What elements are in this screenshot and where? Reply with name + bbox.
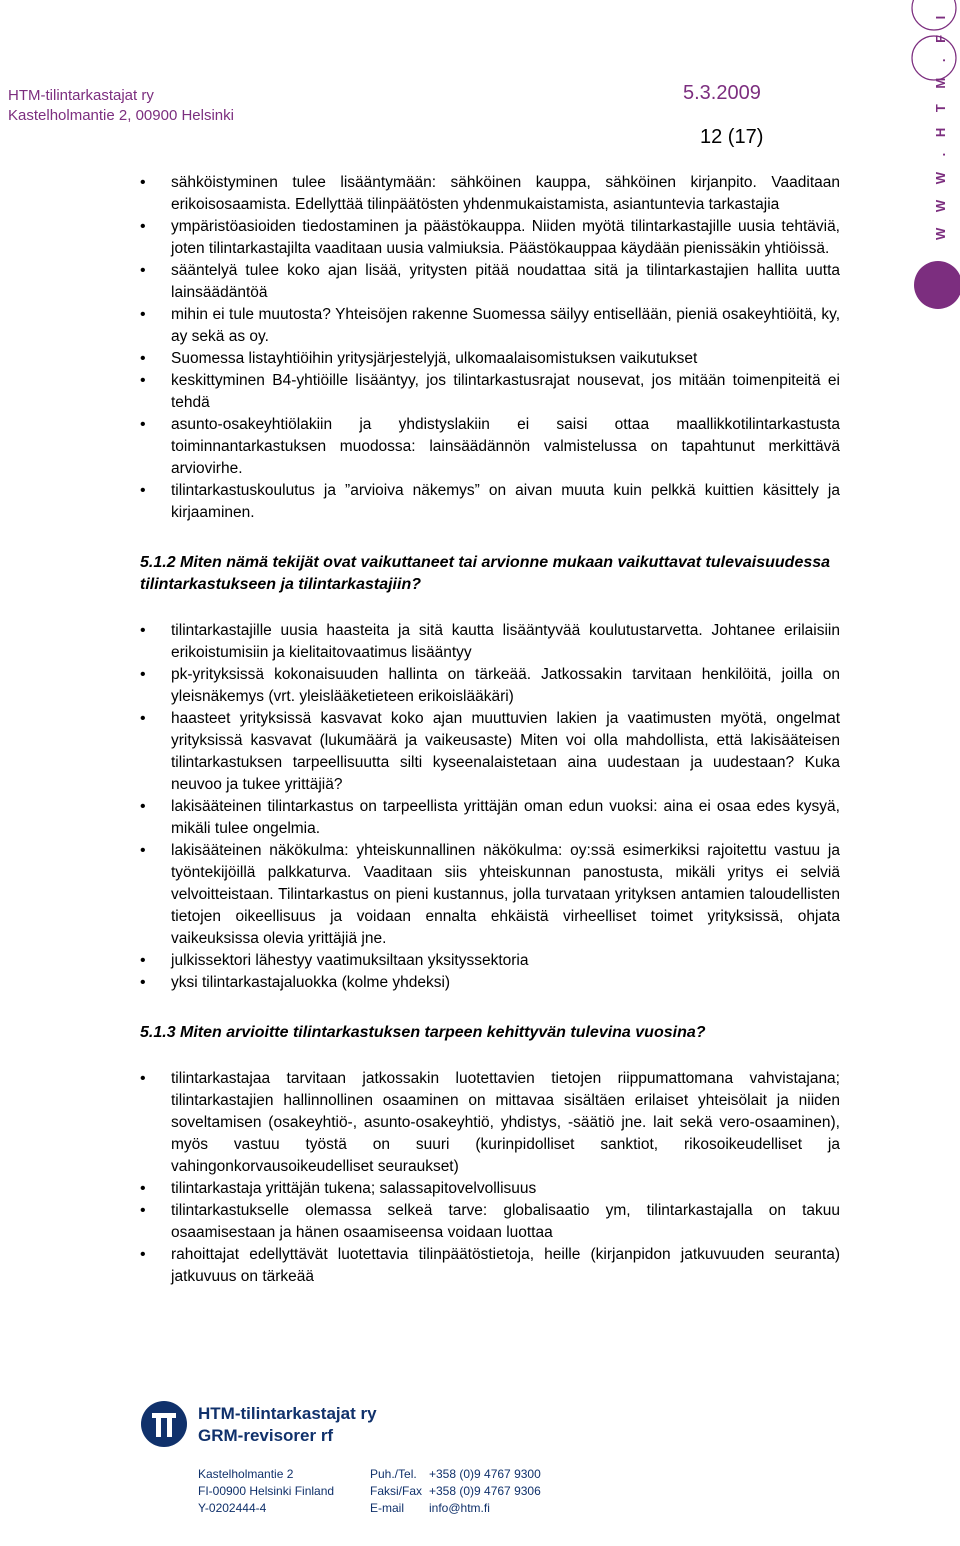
bullet-list-changes (140, 172, 840, 524)
htm-tt-logo-icon (140, 1400, 188, 1448)
list-item: • mihin ei tule muutosta? Yhteisöjen rakenne Suomessa säilyy entisellään, pieniä osakeyhtiöitä, ky, ay sekä as oy. (140, 304, 840, 348)
list-item: • yksi tilintarkastajaluokka (kolme yhdeksi) (140, 972, 840, 994)
section-heading-5-1-2: 5.1.2 Miten nämä tekijät ovat vaikuttaneet tai arvionne mukaan vaikuttavat tulevaisuudessa tilintarkastukseen ja tilintarkastajiin? (140, 554, 831, 593)
section-heading-5-1-3: 5.1.3 Miten arvioitte tilintarkastuksen tarpeen kehittyvän tulevina vuosina? (140, 1024, 706, 1041)
footer-org-name: HTM-tilintarkastajat ry (198, 1404, 377, 1423)
list-item: • lakisääteinen näkökulma: yhteiskunnallinen näkökulma: oy:ssä esimerkiksi rajoitettu vastuu ja työntekijöillä palkkaturva. Vaaditaan siis yhteiskunnan panostusta, mikäli yritys ei selviä velvoitteistaan. Tilintarkastus on pieni kustannus, jolla turvataan yrityksen antamien taloudellisten tietojen oikeellisuus ja voidaan ennalta ehkäistä virheelliset toimet yrityksissä, ohjata vaikeuksissa olevia yrittäjiä jne. (140, 840, 840, 950)
header-organization (8, 86, 234, 126)
footer-fax: +358 (0)9 4767 9306 (429, 1484, 541, 1498)
website-vertical-text: W W W . H T M . F I (933, 9, 948, 240)
footer-email: info@htm.fi (429, 1501, 490, 1515)
footer-phone: +358 (0)9 4767 9300 (429, 1467, 541, 1481)
footer-email-label: E-mail (370, 1501, 405, 1515)
list-item: • Suomessa listayhtiöihin yritysjärjestelyjä, ulkomaalaisomistuksen vaikutukset (140, 348, 840, 370)
list-item: • rahoittajat edellyttävät luotettavia tilinpäätöstietoja, heille (kirjanpidon jatkuvuuden seuranta) jatkuvuus on tärkeää (140, 1244, 840, 1288)
footer-fax-label: Faksi/Fax (370, 1484, 423, 1498)
footer-address-street: Kastelholmantie 2 (198, 1467, 294, 1481)
list-item: • sähköistyminen tulee lisääntymään: sähköinen kauppa, sähköinen kirjanpito. Vaaditaan erikoisosaamista. Edellyttää tilinpäätösten yhdenmukaistamista, asiantuntevia tarkastajia (140, 172, 840, 216)
list-item: • haasteet yrityksissä kasvavat koko ajan muuttuvien lakien ja vaatimusten myötä, ongelmat yrityksissä kasvavat (lukumäärä ja vaikeusaste) Miten voi olla mahdollista, että lakisääteisen tilintarkastuksen tarpeellisuutta silti kyseenalaistetaan aina uudestaan ja uudestaan? Kuka neuvoo ja tukee yrittäjiä? (140, 708, 840, 796)
footer-address-city: FI-00900 Helsinki Finland (198, 1484, 335, 1498)
list-item: • asunto-osakeyhtiölakiin ja yhdistyslakiin ei saisi ottaa maallikkotilintarkastusta toiminnantarkastuksen muodossa: lainsäädännön valmistelussa on tapahtunut merkittävä arviovirhe. (140, 414, 840, 480)
list-item: • tilintarkastaja yrittäjän tukena; salassapitovelvollisuus (140, 1178, 840, 1200)
list-item: • ympäristöasioiden tiedostaminen ja päästökauppa. Niiden myötä tilintarkastajille uusia tehtäviä, joten tilintarkastajilta vaaditaan uusia valmiuksia. Päästökauppaa käydään pienissäkin yhtiöissä. (140, 216, 840, 260)
bullet-list-effects (140, 620, 840, 994)
list-item: • julkissektori lähestyy vaatimuksiltaan yksityssektoria (140, 950, 840, 972)
list-item: • sääntelyä tulee koko ajan lisää, yritysten pitää noudattaa sitä ja tilintarkastajien hallita uutta lainsäädäntöä (140, 260, 840, 304)
list-item: • lakisääteinen tilintarkastus on tarpeellista yrittäjän oman edun vuoksi: aina ei osaa edes kysyä, mikäli tulee ongelmia. (140, 796, 840, 840)
document-date: 5.3.2009 (683, 82, 761, 104)
footer (140, 1400, 560, 1520)
list-item: • tilintarkastuskoulutus ja ”arvioiva näkemys” on aivan muuta kuin pelkkä kuittien käsittely ja kirjaaminen. (140, 480, 840, 524)
org-address: Kastelholmantie 2, 00900 Helsinki (8, 107, 234, 124)
footer-address (198, 1466, 334, 1517)
document-body (140, 172, 840, 1288)
list-item: • pk-yrityksissä kokonaisuuden hallinta on tärkeää. Jatkossakin tarvitaan henkilöitä, joilla on yleisnäkemys (vrt. yleislääketieteen erikoislääkäri) (140, 664, 840, 708)
list-item: • keskittyminen B4-yhtiöille lisääntyy, jos tilintarkastusrajat nousevat, jos mitään toimenpiteitä ei tehdä (140, 370, 840, 414)
org-name: HTM-tilintarkastajat ry (8, 87, 154, 104)
footer-phone-label: Puh./Tel. (370, 1467, 417, 1481)
footer-business-id: Y-0202444-4 (198, 1501, 267, 1515)
footer-org-name-swedish: GRM-revisorer rf (198, 1426, 334, 1445)
list-item: • tilintarkastukselle olemassa selkeä tarve: globalisaatio ym, tilintarkastajalla on takuu osaamisestaan ja hänen osaamiseensa voidaan luottaa (140, 1200, 840, 1244)
bullet-list-future-need (140, 1068, 840, 1288)
page-number: 12 (17) (700, 126, 764, 148)
footer-contact-labels (370, 1466, 422, 1517)
footer-contact-values (429, 1466, 541, 1517)
list-item: • tilintarkastajaa tarvitaan jatkossakin luotettavien tietojen riippumattomana vahvistajana; tilintarkastajien hallinnollinen osaaminen on mittavaa sisältäen erilaiset yhteisölait ja niiden soveltamisen (osakeyhtiö-, asunto-osakeyhtiö, yhdistys, -säätiö jne. lait sekä vero-osaaminen), myös vastuu työstä on suuri (kurinpidolliset sanktiot, rikosoikeudelliset ja vahingonkorvausoikeudelliset seuraukset) (140, 1068, 840, 1178)
circle-filled (914, 261, 960, 309)
list-item: • tilintarkastajille uusia haasteita ja sitä kautta lisääntyvää koulutustarvetta. Johtanee erilaisiin erikoistumisiin ja kielitaitovaatimus lisääntyy (140, 620, 840, 664)
